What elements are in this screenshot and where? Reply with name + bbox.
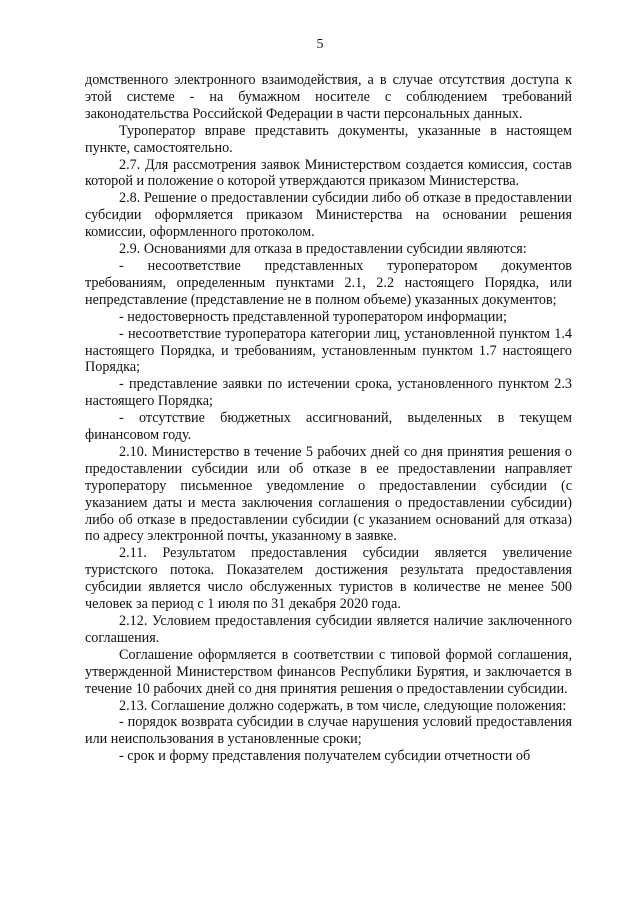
paragraph: - несоответствие туроператора категории лиц, установленной пунктом 1.4 настоящего Порядка, и требованиям, установленным пунктом 1.7 настоящего Порядка;	[85, 325, 572, 376]
paragraph: 2.11. Результатом предоставления субсидии является увеличение туристского потока. Показателем достижения результата предоставления субсидии является число обслуженных туристов в количестве не менее 500 человек за период с 1 июля по 31 декабря 2020 года.	[85, 545, 572, 613]
paragraph: 2.8. Решение о предоставлении субсидии либо об отказе в предоставлении субсидии оформляется приказом Министерства на основании решения комиссии, оформленного протоколом.	[85, 190, 572, 241]
paragraph: домственного электронного взаимодействия, а в случае отсутствия доступа к этой системе - на бумажном носителе с соблюдением требований законодательства Российской Федерации в части персональных данных.	[85, 72, 572, 122]
paragraph: 2.9. Основаниями для отказа в предоставлении субсидии являются:	[119, 241, 527, 258]
paragraph: - отсутствие бюджетных ассигнований, выделенных в текущем финансовом году.	[85, 410, 572, 444]
paragraph: 2.12. Условием предоставления субсидии является наличие заключенного соглашения.	[85, 613, 572, 646]
paragraph: - несоответствие представленных туроператором документов требованиям, определенным пунктами 2.1, 2.2 настоящего Порядка, или непредставление (представление не в полном объеме) указанных документов;	[85, 257, 572, 308]
body-text	[85, 72, 572, 765]
paragraph: Туроператор вправе представить документы, указанные в настоящем пункте, самостоятельно.	[85, 122, 572, 156]
paragraph: 2.10. Министерство в течение 5 рабочих дней со дня принятия решения о предоставлении субсидии или об отказе в ее предоставлении направляет туроператору письменное уведомление о предоставлении субсидии (с указанием даты и места заключения соглашения о предоставлении субсидии) либо об отказе в предоставлении субсидии (с указанием оснований для отказа) по адресу электронной почты, указанному в заявке.	[85, 443, 572, 545]
paragraph: - срок и форму представления получателем субсидии отчетности об	[119, 748, 531, 765]
paragraph: - порядок возврата субсидии в случае нарушения условий предоставления или неиспользования в установленные сроки;	[85, 714, 572, 748]
paragraph: - недостоверность представленной туроператором информации;	[119, 308, 507, 325]
paragraph: 2.7. Для рассмотрения заявок Министерством создается комиссия, состав которой и положение о которой утверждаются приказом Министерства.	[85, 156, 572, 190]
paragraph: Соглашение оформляется в соответствии с типовой формой соглашения, утвержденной Министерством финансов Республики Бурятия, и заключается в течение 10 рабочих дней со дня принятия решения о предоставлении субсидии.	[85, 646, 572, 697]
paragraph: - представление заявки по истечении срока, установленного пунктом 2.3 настоящего Порядка;	[85, 376, 572, 410]
paragraph: 2.13. Соглашение должно содержать, в том числе, следующие положения:	[119, 697, 567, 714]
page-number: 5	[316, 37, 324, 52]
